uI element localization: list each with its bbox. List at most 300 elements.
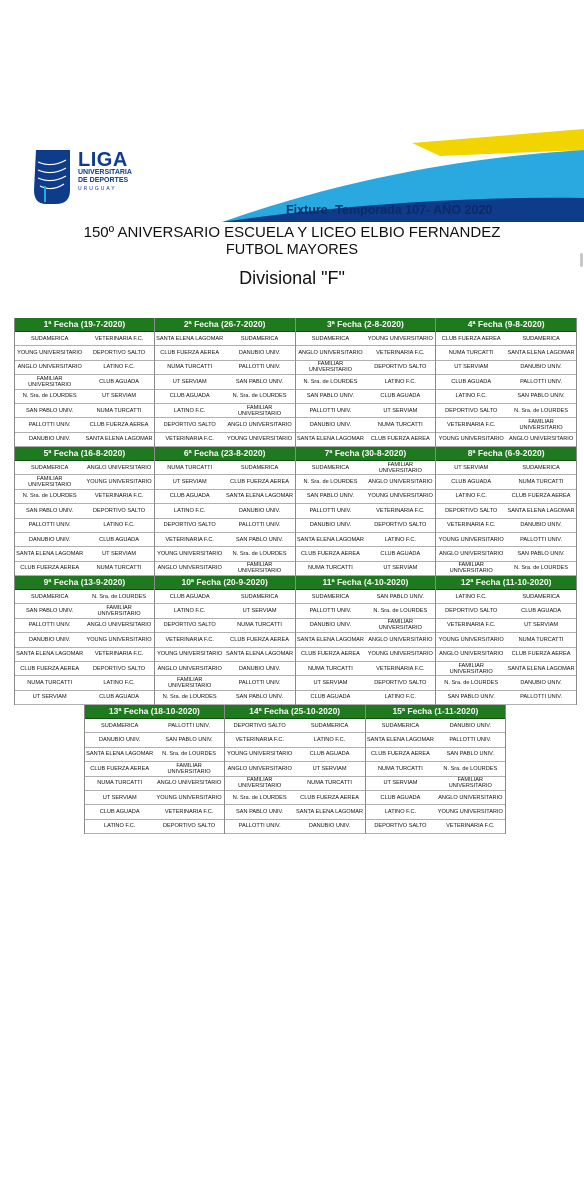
away-team: UT SERVIAM — [102, 393, 137, 400]
match-row — [436, 691, 576, 705]
match-row — [15, 533, 154, 547]
away-team: N. Sra. de LOURDES — [443, 765, 498, 772]
match-row — [436, 604, 576, 618]
match-row — [436, 662, 576, 676]
home-team: PALLOTTI UNIV. — [309, 407, 352, 414]
away-team: CLUB AGUADA — [521, 608, 561, 615]
fecha-header: 2ª Fecha (26-7-2020) — [155, 318, 295, 332]
title-futbol-mayores: FUTBOL MAYORES — [225, 242, 359, 258]
away-team: N. Sra. de LOURDES — [232, 393, 287, 400]
home-team: SAN PABLO UNIV. — [306, 493, 355, 500]
home-team: DEPORTIVO SALTO — [233, 722, 286, 729]
away-team: PALLOTTI UNIV. — [520, 378, 563, 385]
match-row — [436, 533, 576, 547]
match-row — [155, 604, 295, 618]
away-team: SUDAMERICA — [522, 464, 560, 471]
home-team: VETERINARIA F.C. — [446, 522, 496, 529]
fecha-header: 9ª Fecha (13-9-2020) — [15, 576, 154, 590]
away-team: LATINO F.C. — [384, 694, 416, 701]
home-team: NUMA TURCATTI — [97, 780, 143, 787]
home-team: N. Sra. de LOURDES — [22, 393, 77, 400]
home-team: PALLOTTI UNIV. — [309, 608, 352, 615]
away-team: FAMILIAR UNIVERSITARIO — [238, 562, 282, 575]
away-team: DEPORTIVO SALTO — [374, 364, 427, 371]
match-row — [225, 719, 365, 733]
home-team: ANGLO UNIVERSITARIO — [157, 565, 222, 572]
home-team: UT SERVIAM — [454, 364, 489, 371]
match-row — [15, 519, 154, 533]
away-team: NUMA TURCATTI — [237, 622, 282, 629]
home-team: VETERINARIA F.C. — [165, 636, 214, 643]
fecha-column — [155, 447, 296, 576]
away-team: UT SERVIAM — [312, 765, 347, 772]
match-row — [85, 762, 224, 776]
match-row — [155, 676, 295, 690]
away-team: ANGLO UNIVERSITARIO — [156, 780, 222, 787]
match-row — [436, 390, 576, 404]
header — [0, 0, 584, 300]
away-team: YOUNG UNIVERSITARIO — [437, 808, 503, 815]
match-row — [296, 676, 436, 690]
match-row — [15, 504, 154, 518]
away-team: CLUB AGUADA — [309, 751, 350, 758]
logo-liga: LIGA — [78, 149, 128, 171]
fecha-header: 7ª Fecha (30-8-2020) — [296, 447, 436, 461]
home-team: YOUNG UNIVERSITARIO — [438, 636, 504, 643]
logo-mark-icon — [34, 150, 70, 204]
away-team: SUDAMERICA — [310, 722, 349, 729]
match-row — [366, 805, 506, 819]
match-row — [296, 547, 436, 561]
away-team: NUMA TURCATTI — [518, 479, 564, 486]
away-team: SAN PABLO UNIV. — [376, 593, 424, 600]
logo — [78, 151, 132, 192]
home-team: CLUB AGUADA — [99, 808, 140, 815]
away-team: SAN PABLO UNIV. — [165, 737, 213, 744]
match-row — [155, 590, 295, 604]
home-team: LATINO F.C. — [455, 593, 487, 600]
match-row — [366, 733, 506, 747]
home-team: CLUB FUERZA AEREA — [160, 350, 220, 357]
home-team: VETERINARIA F.C. — [446, 622, 496, 629]
home-team: SAN PABLO UNIV. — [26, 608, 74, 615]
home-team: ANGLO UNIVERSITARIO — [17, 364, 82, 371]
home-team: YOUNG UNIVERSITARIO — [17, 350, 83, 357]
match-row — [296, 533, 436, 547]
away-team: SANTA ELENA LAGOMAR — [296, 808, 364, 815]
home-team: SUDAMERICA — [381, 722, 420, 729]
home-team: NUMA TURCATTI — [448, 350, 494, 357]
home-team: N. Sra. de LOURDES — [444, 679, 499, 686]
away-team: CLUB FUERZA AEREA — [230, 479, 289, 486]
home-team: SANTA ELENA LAGOMAR — [86, 751, 154, 758]
home-team: SANTA ELENA LAGOMAR — [296, 636, 364, 643]
match-row — [436, 562, 576, 576]
fixture-title: Fixture -Temporada 107- AÑO 2020 — [286, 203, 493, 217]
match-row — [436, 332, 576, 346]
match-row — [436, 490, 576, 504]
home-team: CLUB AGUADA — [451, 378, 492, 385]
match-row — [436, 676, 576, 690]
home-team: PALLOTTI UNIV. — [309, 507, 352, 514]
fecha-column — [436, 318, 577, 447]
match-row — [15, 662, 154, 676]
match-row — [225, 791, 365, 805]
home-team: FAMILIAR UNIVERSITARIO — [238, 777, 282, 790]
home-team: CLUB AGUADA — [169, 493, 210, 500]
match-row — [225, 733, 365, 747]
match-row — [436, 504, 576, 518]
away-team: DEPORTIVO SALTO — [92, 665, 146, 672]
match-row — [155, 533, 295, 547]
home-team: DANUBIO UNIV. — [309, 421, 352, 428]
fecha-column — [436, 576, 577, 705]
home-team: DANUBIO UNIV. — [309, 622, 352, 629]
home-team: CLUB AGUADA — [169, 593, 210, 600]
away-team: PALLOTTI UNIV. — [520, 536, 563, 543]
away-team: SAN PABLO UNIV. — [235, 536, 284, 543]
match-row — [296, 604, 436, 618]
away-team: DANUBIO UNIV. — [520, 522, 562, 529]
away-team: PALLOTTI UNIV. — [449, 737, 492, 744]
home-team: DEPORTIVO SALTO — [445, 507, 498, 514]
match-row — [296, 390, 436, 404]
fecha-column — [14, 318, 155, 447]
fecha-column — [296, 318, 437, 447]
match-row — [296, 475, 436, 489]
home-team: LATINO F.C. — [174, 407, 206, 414]
match-row — [436, 361, 576, 375]
match-row — [436, 433, 576, 447]
away-team: DANUBIO UNIV. — [520, 364, 562, 371]
match-row — [85, 820, 224, 834]
home-team: FAMILIAR UNIVERSITARIO — [449, 562, 493, 575]
match-row — [155, 504, 295, 518]
away-team: CLUB AGUADA — [380, 393, 421, 400]
away-team: CLUB AGUADA — [99, 694, 139, 701]
away-team: UT SERVIAM — [242, 608, 277, 615]
match-row — [296, 418, 436, 432]
fecha-header: 14ª Fecha (25-10-2020) — [225, 705, 365, 719]
match-row — [296, 433, 436, 447]
home-team: NUMA TURCATTI — [27, 679, 73, 686]
home-team: SANTA ELENA LAGOMAR — [296, 436, 364, 443]
home-team: SAN PABLO UNIV. — [236, 808, 284, 815]
match-row — [296, 461, 436, 475]
match-row — [436, 461, 576, 475]
away-team: NUMA TURCATTI — [518, 636, 564, 643]
home-team: SUDAMERICA — [31, 464, 69, 471]
home-team: N. Sra. de LOURDES — [162, 694, 217, 701]
fecha-block-1 — [14, 318, 577, 447]
home-team: NUMA TURCATTI — [167, 364, 213, 371]
away-team: N. Sra. de LOURDES — [514, 407, 568, 414]
away-team: N. Sra. de LOURDES — [514, 565, 568, 572]
home-team: SUDAMERICA — [311, 464, 350, 471]
away-team: DANUBIO UNIV. — [238, 507, 281, 514]
match-row — [15, 375, 154, 389]
home-team: YOUNG UNIVERSITARIO — [157, 550, 223, 557]
match-row — [15, 676, 154, 690]
home-team: DANUBIO UNIV. — [98, 737, 141, 744]
match-row — [155, 375, 295, 389]
home-team: SANTA ELENA LAGOMAR — [16, 550, 84, 557]
away-team: YOUNG UNIVERSITARIO — [367, 651, 433, 658]
fecha-column — [225, 705, 366, 834]
match-row — [225, 762, 365, 776]
match-row — [85, 748, 224, 762]
home-team: SAN PABLO UNIV. — [26, 507, 74, 514]
away-team: CLUB AGUADA — [99, 378, 139, 385]
match-row — [296, 619, 436, 633]
away-team: PALLOTTI UNIV. — [520, 694, 563, 701]
fecha-header: 8ª Fecha (6-9-2020) — [436, 447, 576, 461]
home-team: PALLOTTI UNIV. — [28, 622, 71, 629]
away-team: SUDAMERICA — [240, 464, 279, 471]
home-team: LATINO F.C. — [455, 493, 487, 500]
away-team: ANGLO UNIVERSITARIO — [368, 479, 433, 486]
away-team: LATINO F.C. — [313, 737, 346, 744]
away-team: CLUB FUERZA AEREA — [230, 636, 289, 643]
away-team: SUDAMERICA — [240, 593, 279, 600]
home-team: PALLOTTI UNIV. — [28, 421, 71, 428]
match-row — [296, 375, 436, 389]
home-team: ANGLO UNIVERSITARIO — [157, 665, 222, 672]
away-team: UT SERVIAM — [383, 565, 418, 572]
match-row — [436, 519, 576, 533]
match-row — [436, 648, 576, 662]
fecha-header: 12ª Fecha (11-10-2020) — [436, 576, 576, 590]
home-team: DEPORTIVO SALTO — [374, 823, 427, 830]
away-team: FAMILIAR UNIVERSITARIO — [519, 418, 563, 431]
home-team: CLUB AGUADA — [310, 694, 351, 701]
match-row — [155, 390, 295, 404]
fecha-column — [155, 318, 296, 447]
away-team: VETERINARIA F.C. — [446, 823, 495, 830]
match-row — [436, 375, 576, 389]
scroll-indicator[interactable] — [580, 253, 583, 267]
home-team: UT SERVIAM — [32, 694, 67, 701]
home-team: CLUB FUERZA AEREA — [20, 565, 80, 572]
away-team: FAMILIAR UNIVERSITARIO — [378, 461, 422, 474]
home-team: CLUB AGUADA — [169, 393, 210, 400]
match-row — [225, 777, 365, 791]
away-team: CLUB FUERZA AEREA — [89, 421, 149, 428]
match-row — [15, 433, 154, 447]
match-row — [296, 404, 436, 418]
home-team: FAMILIAR UNIVERSITARIO — [28, 476, 72, 489]
home-team: VETERINARIA F.C. — [165, 536, 214, 543]
logo-country: URUGUAY — [78, 186, 117, 192]
match-row — [225, 805, 365, 819]
away-team: DEPORTIVO SALTO — [92, 350, 146, 357]
away-team: YOUNG UNIVERSITARIO — [226, 436, 293, 443]
match-row — [155, 361, 295, 375]
home-team: SUDAMERICA — [311, 335, 350, 342]
match-row — [15, 604, 154, 618]
away-team: FAMILIAR UNIVERSITARIO — [448, 777, 492, 790]
home-team: DEPORTIVO SALTO — [163, 522, 216, 529]
match-row — [15, 590, 154, 604]
away-team: ANGLO UNIVERSITARIO — [86, 464, 152, 471]
match-row — [225, 820, 365, 834]
match-row — [436, 619, 576, 633]
match-row — [155, 648, 295, 662]
match-row — [15, 418, 154, 432]
home-team: YOUNG UNIVERSITARIO — [157, 651, 223, 658]
away-team: SANTA ELENA LAGOMAR — [507, 665, 575, 672]
home-team: YOUNG UNIVERSITARIO — [438, 536, 504, 543]
away-team: NUMA TURCATTI — [96, 407, 142, 414]
home-team: UT SERVIAM — [383, 780, 418, 787]
away-team: PALLOTTI UNIV. — [168, 722, 211, 729]
home-team: SUDAMERICA — [311, 593, 350, 600]
away-team: PALLOTTI UNIV. — [238, 522, 281, 529]
match-row — [15, 332, 154, 346]
away-team: SUDAMERICA — [522, 593, 560, 600]
away-team: FAMILIAR UNIVERSITARIO — [167, 762, 211, 775]
away-team: PALLOTTI UNIV. — [238, 679, 281, 686]
home-team: ANGLO UNIVERSITARIO — [227, 765, 292, 772]
away-team: ANGLO UNIVERSITARIO — [86, 622, 152, 629]
away-team: DANUBIO UNIV. — [238, 665, 281, 672]
away-team: N. Sra. de LOURDES — [373, 608, 428, 615]
fecha-header: 4ª Fecha (9-8-2020) — [436, 318, 576, 332]
away-team: VETERINARIA F.C. — [376, 350, 425, 357]
away-team: SAN PABLO UNIV. — [235, 694, 284, 701]
away-team: DEPORTIVO SALTO — [162, 823, 216, 830]
match-row — [296, 633, 436, 647]
home-team: UT SERVIAM — [172, 479, 207, 486]
away-team: VETERINARIA F.C. — [94, 493, 144, 500]
away-team: DEPORTIVO SALTO — [92, 507, 146, 514]
away-team: LATINO F.C. — [103, 522, 135, 529]
match-row — [436, 404, 576, 418]
match-row — [155, 461, 295, 475]
home-team: UT SERVIAM — [454, 464, 489, 471]
away-team: FAMILIAR UNIVERSITARIO — [238, 404, 282, 417]
away-team: YOUNG UNIVERSITARIO — [86, 636, 152, 643]
fecha-column — [296, 576, 437, 705]
match-row — [296, 562, 436, 576]
away-team: YOUNG UNIVERSITARIO — [156, 794, 222, 801]
match-row — [85, 733, 224, 747]
fecha-header: 3ª Fecha (2-8-2020) — [296, 318, 436, 332]
away-team: DEPORTIVO SALTO — [374, 522, 427, 529]
home-team: FAMILIAR UNIVERSITARIO — [308, 361, 352, 374]
home-team: CLUB FUERZA AEREA — [301, 550, 360, 557]
match-row — [155, 490, 295, 504]
away-team: CLUB AGUADA — [99, 536, 139, 543]
home-team: N. Sra. de LOURDES — [232, 794, 287, 801]
home-team: LATINO F.C. — [174, 608, 206, 615]
home-team: NUMA TURCATTI — [308, 665, 353, 672]
match-row — [436, 346, 576, 360]
home-team: CLUB FUERZA AEREA — [301, 651, 360, 658]
fixture-grid — [14, 318, 577, 834]
away-team: SAN PABLO UNIV. — [517, 393, 565, 400]
away-team: NUMA TURCATTI — [96, 565, 142, 572]
home-team: YOUNG UNIVERSITARIO — [227, 751, 293, 758]
match-row — [436, 590, 576, 604]
home-team: UT SERVIAM — [313, 679, 348, 686]
match-row — [225, 748, 365, 762]
away-team: CLUB FUERZA AEREA — [511, 493, 571, 500]
match-row — [15, 404, 154, 418]
fecha-column — [14, 447, 155, 576]
match-row — [155, 691, 295, 705]
match-row — [15, 461, 154, 475]
home-team: CLUB FUERZA AEREA — [371, 751, 430, 758]
away-team: CLUB FUERZA AEREA — [370, 436, 430, 443]
away-team: LATINO F.C. — [384, 536, 416, 543]
home-team: ANGLO UNIVERSITARIO — [439, 651, 504, 658]
match-row — [436, 475, 576, 489]
match-row — [366, 719, 506, 733]
fecha-block-2 — [14, 447, 577, 576]
home-team: NUMA TURCATTI — [378, 765, 423, 772]
title-divisional: Divisional "F" — [239, 268, 345, 288]
match-row — [436, 547, 576, 561]
match-row — [15, 562, 154, 576]
match-row — [436, 418, 576, 432]
away-team: DANUBIO UNIV. — [449, 722, 492, 729]
match-row — [155, 562, 295, 576]
home-team: LATINO F.C. — [104, 823, 136, 830]
away-team: SANTA ELENA LAGOMAR — [507, 507, 575, 514]
home-team: FAMILIAR UNIVERSITARIO — [168, 676, 212, 689]
home-team: LATINO F.C. — [174, 507, 206, 514]
away-team: CLUB AGUADA — [380, 550, 421, 557]
away-team: SAN PABLO UNIV. — [446, 751, 494, 758]
away-team: SAN PABLO UNIV. — [235, 378, 284, 385]
away-team: FAMILIAR UNIVERSITARIO — [378, 619, 422, 632]
match-row — [85, 791, 224, 805]
home-team: CLUB FUERZA AEREA — [90, 765, 150, 772]
logo-line2: DE DEPORTES — [78, 177, 129, 184]
fecha-header: 1ª Fecha (19-7-2020) — [15, 318, 154, 332]
fecha-column — [84, 705, 225, 834]
match-row — [366, 748, 506, 762]
home-team: FAMILIAR UNIVERSITARIO — [449, 662, 493, 675]
away-team: PALLOTTI UNIV. — [238, 364, 281, 371]
match-row — [366, 762, 506, 776]
away-team: LATINO F.C. — [103, 679, 135, 686]
match-row — [15, 547, 154, 561]
away-team: DANUBIO UNIV. — [238, 350, 281, 357]
match-row — [296, 504, 436, 518]
fecha-header: 6ª Fecha (23-8-2020) — [155, 447, 295, 461]
match-row — [85, 719, 224, 733]
home-team: CLUB FUERZA AEREA — [20, 665, 80, 672]
home-team: SAN PABLO UNIV. — [447, 694, 495, 701]
away-team: CLUB FUERZA AEREA — [300, 794, 359, 801]
away-team: NUMA TURCATTI — [307, 780, 352, 787]
home-team: DANUBIO UNIV. — [28, 536, 71, 543]
home-team: UT SERVIAM — [102, 794, 137, 801]
away-team: DEPORTIVO SALTO — [374, 679, 427, 686]
match-row — [155, 404, 295, 418]
match-row — [15, 361, 154, 375]
fecha-column — [296, 447, 437, 576]
home-team: SUDAMERICA — [101, 722, 139, 729]
away-team: SUDAMERICA — [240, 335, 279, 342]
home-team: YOUNG UNIVERSITARIO — [438, 436, 504, 443]
home-team: VETERINARIA F.C. — [446, 421, 496, 428]
match-row — [296, 490, 436, 504]
home-team: DEPORTIVO SALTO — [445, 608, 498, 615]
home-team: DANUBIO UNIV. — [309, 522, 352, 529]
